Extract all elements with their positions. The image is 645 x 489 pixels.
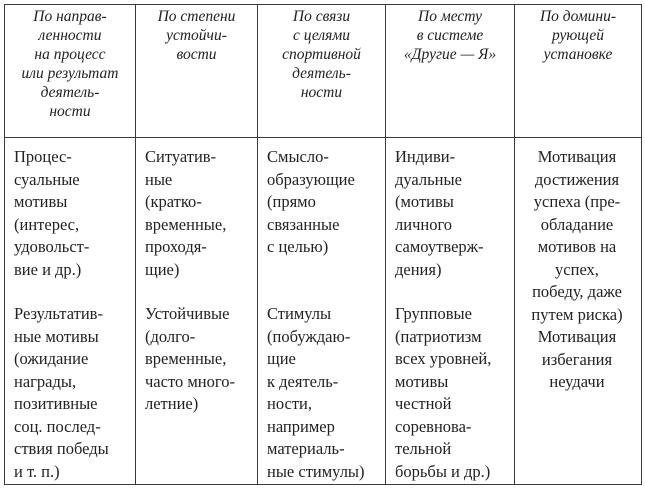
cell-line: Ситуатив-: [145, 147, 217, 166]
cell-line: временные,: [145, 349, 227, 368]
header-line: на процесс: [34, 46, 106, 63]
cell-line: (долго-: [145, 326, 196, 346]
cell-line: успех,: [555, 259, 599, 279]
cell-line: Групповые: [395, 304, 472, 323]
header-line: спортивной: [282, 46, 361, 63]
motives-classification-table: [4, 4, 641, 485]
cell-line: награды,: [14, 371, 77, 391]
cell-line: с целью): [267, 237, 329, 256]
cell-line: удовольст-: [14, 237, 90, 256]
header-line: ности: [49, 103, 91, 120]
cell-line: Стимулы: [267, 304, 332, 323]
cell-line: материаль-: [267, 439, 345, 458]
header-stability: [136, 5, 258, 138]
header-line: ности: [300, 84, 343, 101]
cell-line: например: [267, 416, 335, 436]
cell-line: образующие: [267, 169, 355, 189]
cell-line: (интерес,: [14, 214, 80, 234]
cell-line: Мотивация: [537, 147, 617, 166]
group-separator: [395, 281, 510, 303]
header-line: По направ-: [33, 8, 107, 25]
cell-line: Смысло-: [267, 147, 329, 166]
cell-stability: [136, 138, 258, 485]
classification-grid: [4, 4, 642, 485]
header-line: установке: [543, 46, 613, 63]
cell-line: соревнова-: [395, 416, 472, 436]
cell-line: дения): [395, 259, 442, 279]
cell-line: [267, 259, 381, 282]
header-line: деятель-: [292, 65, 351, 82]
header-line: По связи: [292, 8, 351, 25]
header-line: «Другие — Я»: [403, 46, 497, 63]
cell-line: мотивы: [395, 371, 449, 391]
cell-line: Процес-: [14, 147, 72, 166]
cell-line: честной: [395, 394, 452, 413]
cell-line: Результатив-: [14, 304, 103, 323]
header-line: По домини-: [539, 8, 617, 25]
cell-line: неудачи: [549, 372, 605, 391]
cell-line: проходя-: [145, 237, 207, 256]
cell-line: самоутверж-: [395, 237, 484, 256]
header-dominant-attitude: [515, 5, 642, 138]
header-row: [5, 5, 642, 138]
cell-line: тельной: [395, 439, 452, 458]
header-line: деятель-: [40, 84, 100, 101]
cell-others-me: [386, 138, 515, 485]
cell-line: временные,: [145, 214, 227, 234]
header-goal-relation: [258, 5, 386, 138]
body-row: [5, 138, 642, 485]
cell-line: (побуждаю-: [267, 326, 351, 346]
cell-line: ствия победы: [14, 439, 109, 458]
cell-line: вие и др.): [14, 259, 82, 279]
cell-line: (патриотизм: [395, 326, 482, 346]
cell-direction: [5, 138, 136, 485]
cell-line: ности,: [267, 394, 312, 413]
header-line: устойчи-: [166, 27, 227, 44]
cell-line: успеха (пре-: [533, 192, 621, 211]
header-line: с целями: [293, 27, 350, 44]
header-line: или результат: [21, 65, 119, 82]
header-line: ленности: [38, 27, 102, 44]
header-line: рующей: [551, 27, 605, 44]
cell-line: суальные: [14, 169, 80, 189]
cell-line: (мотивы: [395, 192, 454, 211]
cell-line: мотивов на: [537, 237, 617, 256]
cell-line: позитивные: [14, 394, 98, 413]
cell-line: (кратко-: [145, 192, 202, 211]
cell-line: дуальные: [395, 169, 462, 189]
cell-line: победу, даже: [532, 282, 622, 301]
cell-line: (ожидание: [14, 349, 89, 368]
cell-line: ные мотивы: [14, 326, 99, 346]
cell-line: мотивы: [14, 192, 68, 211]
cell-line: борьбы и др.): [395, 461, 491, 481]
header-direction: [5, 5, 136, 138]
cell-line: Индиви-: [395, 147, 456, 166]
header-others-me: [386, 5, 515, 138]
cell-line: к деятель-: [267, 371, 339, 391]
cell-line: личного: [395, 214, 453, 234]
group-separator: [14, 281, 131, 303]
cell-line: и т. п.): [14, 461, 60, 481]
cell-line: избегания: [541, 349, 613, 369]
cell-line: всех уровней,: [395, 349, 492, 368]
cell-line: ные стимулы): [267, 461, 365, 481]
cell-line: ные: [145, 169, 173, 189]
cell-line: щие: [267, 349, 296, 368]
cell-line: связанные: [267, 214, 340, 234]
cell-line: (прямо: [267, 192, 316, 211]
cell-line: достижения: [534, 169, 620, 189]
header-line: вости: [176, 46, 217, 63]
cell-goal-relation: [258, 138, 386, 485]
cell-line: обладание: [540, 214, 614, 234]
cell-line: летние): [145, 394, 199, 413]
group-separator: [145, 281, 253, 303]
cell-line: щие): [145, 259, 180, 279]
group-separator: [267, 281, 381, 303]
cell-line: путем риска): [531, 304, 623, 324]
cell-dominant-attitude: [515, 138, 642, 485]
header-line: По степени: [157, 8, 236, 25]
cell-line: Устойчивые: [145, 304, 230, 323]
cell-line: Мотивация: [537, 327, 617, 346]
header-line: в системе: [416, 27, 484, 44]
header-line: По месту: [418, 8, 482, 25]
cell-line: соц. послед-: [14, 416, 101, 436]
cell-line: часто много-: [145, 371, 235, 391]
